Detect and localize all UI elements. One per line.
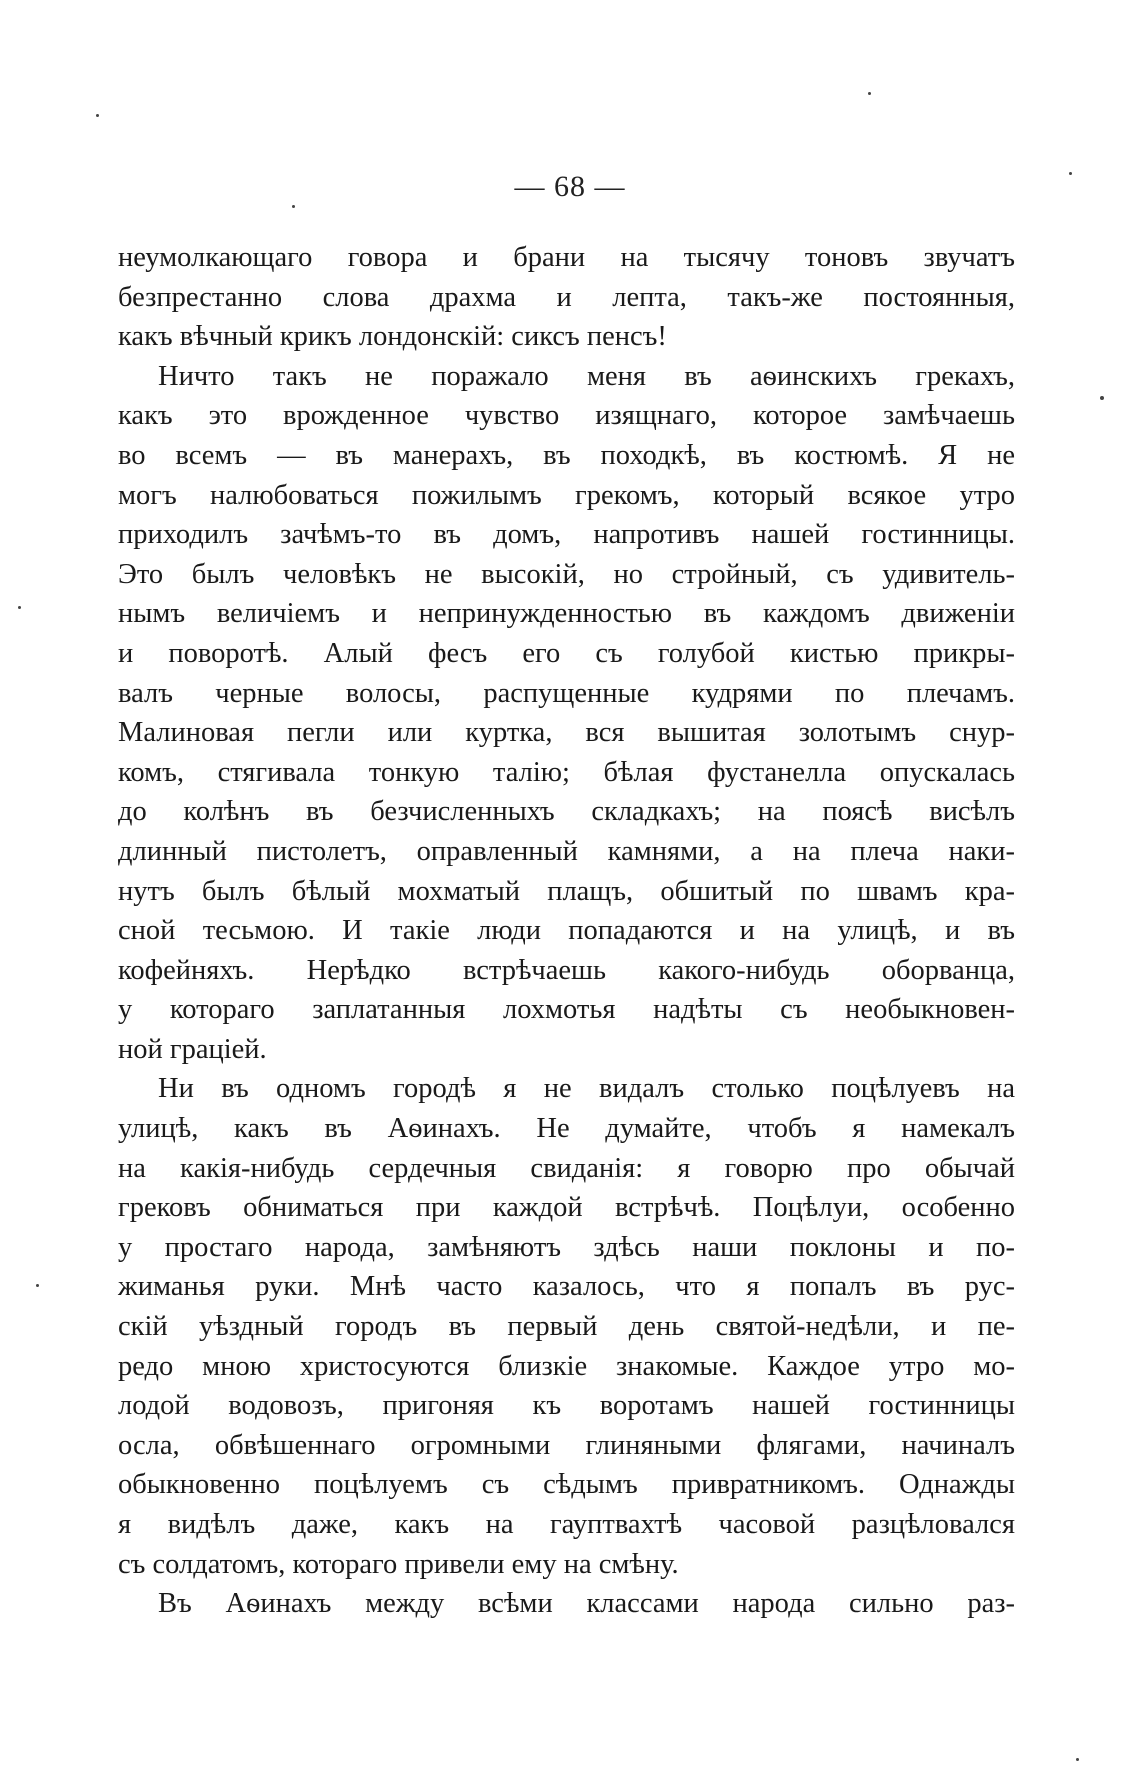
text-line: длинный пистолетъ, оправленный камнями, а на плеча наки- [118,835,1015,867]
text-line: редо мною христосуются близкіе знакомые. Каждое утро мо- [118,1350,1015,1382]
text-line: и поворотѣ. Алый фесъ его съ голубой кистью прикры- [118,637,1015,669]
text-line: до колѣнъ въ безчисленныхъ складкахъ; на поясѣ висѣлъ [118,796,1015,828]
text-line: у котораго заплатанныя лохмотья надѣты съ необыкновен- [118,994,1015,1026]
scan-speck [292,205,295,208]
text-line: на какія-нибудь сердечныя свиданія: я говорю про обычай [118,1152,1015,1184]
scan-speck [1069,172,1072,175]
text-line: безпрестанно слова драхма и лепта, такъ-же постоянныя, [118,281,1015,313]
scan-speck [36,1284,39,1287]
text-line: я видѣлъ даже, какъ на гауптвахтѣ часовой разцѣловался [118,1509,1015,1540]
scan-speck [868,92,871,95]
text-line: нутъ былъ бѣлый мохматый плащъ, обшитый по швамъ кра- [118,875,1015,907]
text-line: осла, обвѣшеннаго огромными глиняными флягами, начиналъ [118,1429,1015,1461]
paragraph-start-line: Ничто такъ не поражало меня въ аѳинскихъ грекахъ, [158,360,1015,392]
scan-speck [18,606,21,609]
text-line: съ солдатомъ, котораго привели ему на смѣну. [118,1548,679,1580]
text-line: кофейняхъ. Нерѣдко встрѣчаешь какого-нибудь оборванца, [118,954,1015,986]
text-line: приходилъ зачѣмъ-то въ домъ, напротивъ нашей гостинницы. [118,519,1015,551]
text-line: какъ это врожденное чувство изящнаго, которое замѣчаешь [118,400,1015,432]
scan-speck [96,114,99,117]
text-line: ной граціей. [118,1033,267,1065]
scan-speck [1100,396,1104,400]
scan-speck [1076,1758,1079,1761]
text-line: жиманья руки. Мнѣ часто казалось, что я попалъ въ рус- [118,1271,1015,1303]
paragraph-start-line: Ни въ одномъ городѣ я не видалъ столько поцѣлуевъ на [158,1073,1015,1105]
text-line: какъ вѣчный крикъ лондонскій: сиксъ пенсъ! [118,321,667,353]
text-line: валъ черные волосы, распущенные кудрями по плечамъ. [118,677,1015,709]
paragraph-start-line: Въ Аѳинахъ между всѣми классами народа сильно раз- [158,1588,1015,1620]
text-line: улицѣ, какъ въ Аѳинахъ. Не думайте, чтобъ я намекалъ [118,1113,1015,1145]
text-line: во всемъ — въ манерахъ, въ походкѣ, въ костюмѣ. Я не [118,439,1015,471]
text-line: сной тесьмою. И такіе люди попадаются и на улицѣ, и въ [118,915,1015,947]
page-number: — 68 — [514,170,626,203]
text-line: нымъ величіемъ и непринужденностью въ каждомъ движеніи [118,598,1015,630]
text-line: у простаго народа, замѣняютъ здѣсь наши поклоны и по- [118,1231,1015,1263]
text-line: обыкновенно поцѣлуемъ съ сѣдымъ привратникомъ. Однажды [118,1469,1015,1501]
text-line: Это былъ человѣкъ не высокій, но стройный, съ удивитель- [118,558,1015,590]
text-line: грековъ обниматься при каждой встрѣчѣ. Поцѣлуи, особенно [118,1192,1015,1224]
text-line: Малиновая пегли или куртка, вся вышитая золотымъ снур- [118,717,1015,749]
body-text [118,238,1015,1624]
text-line: скій уѣздный городъ въ первый день святой-недѣли, и пе- [118,1311,1015,1343]
text-line: неумолкающаго говора и брани на тысячу тоновъ звучатъ [118,242,1015,273]
text-line: комъ, стягивала тонкую талію; бѣлая фустанелла опускалась [118,756,1015,788]
text-line: могъ налюбоваться пожилымъ грекомъ, который всякое утро [118,479,1015,511]
text-line: лодой водовозъ, пригоняя къ воротамъ нашей гостинницы [118,1390,1015,1422]
